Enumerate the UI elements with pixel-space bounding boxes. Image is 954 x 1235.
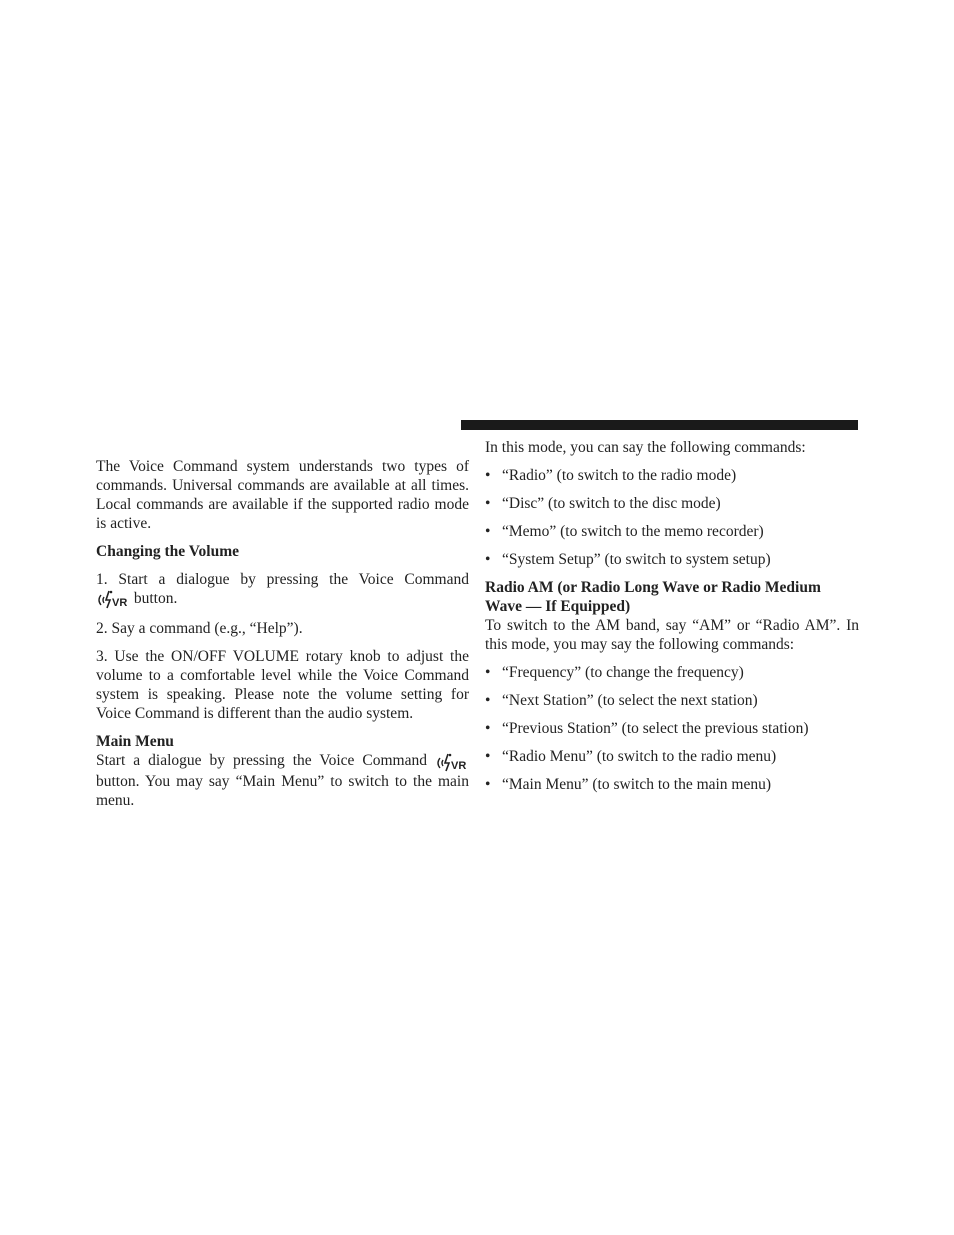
bullet: • [485, 495, 491, 512]
mode-intro: In this mode, you can say the following commands: [485, 439, 806, 456]
list-item: • “Next Station” (to select the next station) [485, 692, 758, 709]
list-item: • “System Setup” (to switch to system setup) [485, 551, 771, 568]
list-item: • “Disc” (to switch to the disc mode) [485, 495, 721, 512]
bullet: • [485, 720, 491, 737]
radio-am-heading: Radio AM (or Radio Long Wave or Radio Medium Wave — If Equipped) [485, 579, 821, 615]
right-column [485, 438, 859, 794]
section-rule [461, 420, 858, 430]
left-column [96, 457, 469, 810]
main-menu-prefix: Start a dialogue by pressing the Voice Command [96, 752, 427, 770]
radio-am-intro: To switch to the AM band, say “AM” or “Radio AM”. In this mode, you may say the following commands: [485, 617, 859, 653]
main-menu-suffix: button. You may say “Main Menu” to switch to the main menu. [96, 772, 469, 809]
bullet: • [485, 776, 491, 793]
step-3-text: 3. Use the ON/OFF VOLUME rotary knob to adjust the volume to a comfortable level while the Voice Command system is speaking. Please note the volume setting for Voice Command is different than the audio system. [96, 648, 469, 723]
list-item: • “Previous Station” (to select the previous station) [485, 720, 809, 737]
step-1-continuation [96, 589, 469, 609]
bullet: • [485, 664, 491, 681]
bullet: • [485, 692, 491, 709]
voice-command-icon [96, 589, 130, 609]
step-2-text: 2. Say a command (e.g., “Help”). [96, 620, 303, 638]
bullet: • [485, 748, 491, 765]
voice-command-icon-label: VR [451, 759, 467, 772]
step-1-text [96, 570, 469, 589]
list-item: • “Frequency” (to change the frequency) [485, 664, 744, 681]
list-item: • “Memo” (to switch to the memo recorder) [485, 523, 764, 540]
list-item: • “Main Menu” (to switch to the main menu) [485, 776, 772, 793]
bullet: • [485, 467, 491, 484]
list-item: • “Radio” (to switch to the radio mode) [485, 467, 737, 484]
voice-command-icon-label: VR [112, 597, 128, 610]
main-menu-heading: Main Menu [96, 733, 174, 751]
bullet: • [485, 551, 491, 568]
list-item: • “Radio Menu” (to switch to the radio menu) [485, 748, 777, 765]
step-1-prefix: 1. Start a dialogue by pressing the Voice Command [96, 571, 469, 588]
main-menu-text [96, 751, 469, 809]
radio-am-command-list [485, 663, 859, 794]
bullet: • [485, 523, 491, 540]
intro-paragraph: The Voice Command system understands two types of commands. Universal commands are available at all times. Local commands are available if the supported radio mode is active. [96, 458, 469, 532]
mode-command-list [485, 466, 859, 569]
changing-volume-heading: Changing the Volume [96, 543, 239, 560]
voice-command-icon [435, 752, 469, 772]
step-1-suffix: button. [133, 590, 178, 607]
